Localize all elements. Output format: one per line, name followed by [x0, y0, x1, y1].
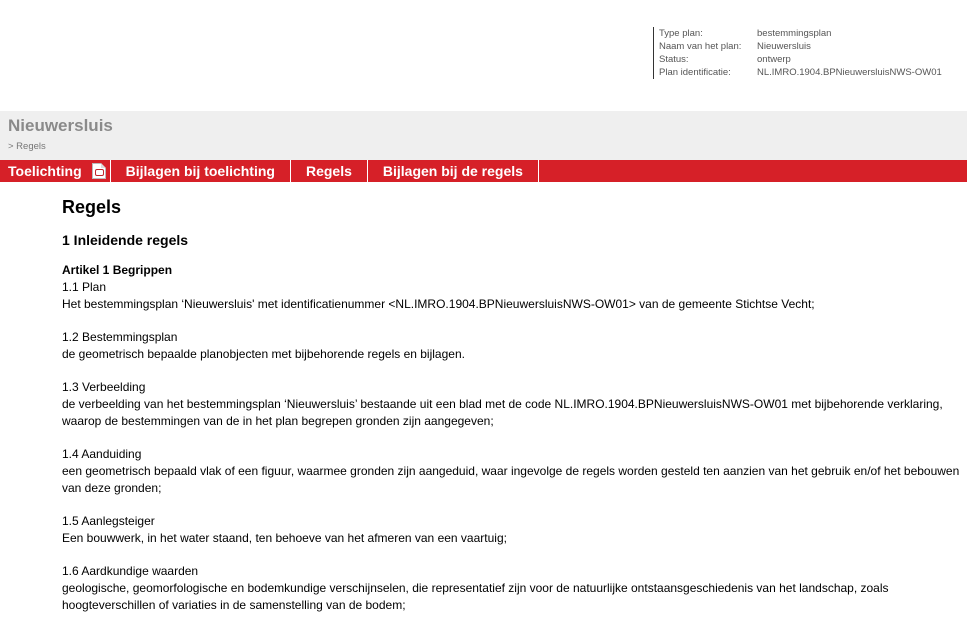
tab-label: Toelichting: [8, 163, 82, 179]
plan-info-label: Naam van het plan:: [659, 41, 742, 52]
definition-item: [62, 379, 962, 430]
plan-info-value: NL.IMRO.1904.BPNieuwersluisNWS-OW01: [757, 67, 942, 78]
breadcrumb[interactable]: > Regels: [8, 141, 46, 152]
plan-info-label: Type plan:: [659, 28, 703, 39]
plan-info-row: [659, 53, 942, 66]
plan-info-label: Plan identificatie:: [659, 67, 731, 78]
definition-term: 1.2 Bestemmingsplan: [62, 330, 178, 344]
definition-item: [62, 513, 962, 547]
definition-text: de geometrisch bepaalde planobjecten met bijbehorende regels en bijlagen.: [62, 347, 465, 361]
definition-term: 1.5 Aanlegsteiger: [62, 514, 155, 528]
main-nav: [0, 160, 967, 182]
definition-term: 1.4 Aanduiding: [62, 447, 142, 461]
definition-term: 1.3 Verbeelding: [62, 380, 146, 394]
definition-item: [62, 279, 962, 313]
plan-info-label: Status:: [659, 54, 689, 65]
page-title: Nieuwersluis: [8, 116, 113, 135]
definition-text: Het bestemmingsplan ‘Nieuwersluis' met identificatienummer <NL.IMRO.1904.BPNieuwersluisNWS-OW01> van de gemeente Stichtse Vecht;: [62, 297, 815, 311]
plan-info-value: ontwerp: [757, 54, 791, 65]
tab-toelichting[interactable]: [0, 160, 111, 182]
main-content: [62, 196, 962, 630]
tab-label: Bijlagen bij toelichting: [125, 163, 275, 179]
plan-info-value: Nieuwersluis: [757, 41, 811, 52]
definition-item: [62, 563, 962, 614]
definition-text: een geometrisch bepaald vlak of een figuur, waarmee gronden zijn aangeduid, waar ingevolge de regels worden gesteld ten aanzien van het gebruik en/of het bebouwen van deze gronden;: [62, 464, 960, 495]
tab-regels[interactable]: [291, 160, 368, 182]
chapter-heading: 1 Inleidende regels: [62, 232, 189, 248]
definition-term: 1.1 Plan: [62, 280, 107, 294]
definition-item: [62, 329, 962, 363]
plan-info-value: bestemmingsplan: [757, 28, 832, 39]
article-title: Artikel 1 Begrippen: [62, 263, 173, 277]
definition-text: Een bouwwerk, in het water staand, ten behoeve van het afmeren van een vaartuig;: [62, 531, 507, 545]
tab-bijlagen-toelichting[interactable]: [111, 160, 291, 182]
definition-item: [62, 446, 962, 497]
plan-info-panel: [653, 27, 942, 79]
tab-bijlagen-regels[interactable]: [368, 160, 539, 182]
plan-info-row: [659, 66, 942, 79]
definition-text: geologische, geomorfologische en bodemkundige verschijnselen, die representatief zijn voor de natuurlijke ontstaansgeschiedenis van het landschap, zoals hoogteverschillen of variaties in de samenstelling van de bodem;: [62, 581, 889, 612]
definition-term: 1.6 Aardkundige waarden: [62, 564, 199, 578]
title-banner: [0, 111, 967, 160]
tab-label: Regels: [305, 163, 352, 179]
pdf-icon[interactable]: [92, 163, 106, 179]
plan-info-row: [659, 27, 942, 40]
plan-info-row: [659, 40, 942, 53]
tab-label: Bijlagen bij de regels: [382, 163, 523, 179]
definition-text: de verbeelding van het bestemmingsplan ‘Nieuwersluis’ bestaande uit een blad met de code NL.IMRO.1904.BPNieuwersluisNWS-OW01 met bijbehorende verklaring, waarop de bestemmingen van de in het plan begrepen gronden zijn aangegeven;: [62, 397, 943, 428]
content-heading: Regels: [62, 197, 122, 217]
